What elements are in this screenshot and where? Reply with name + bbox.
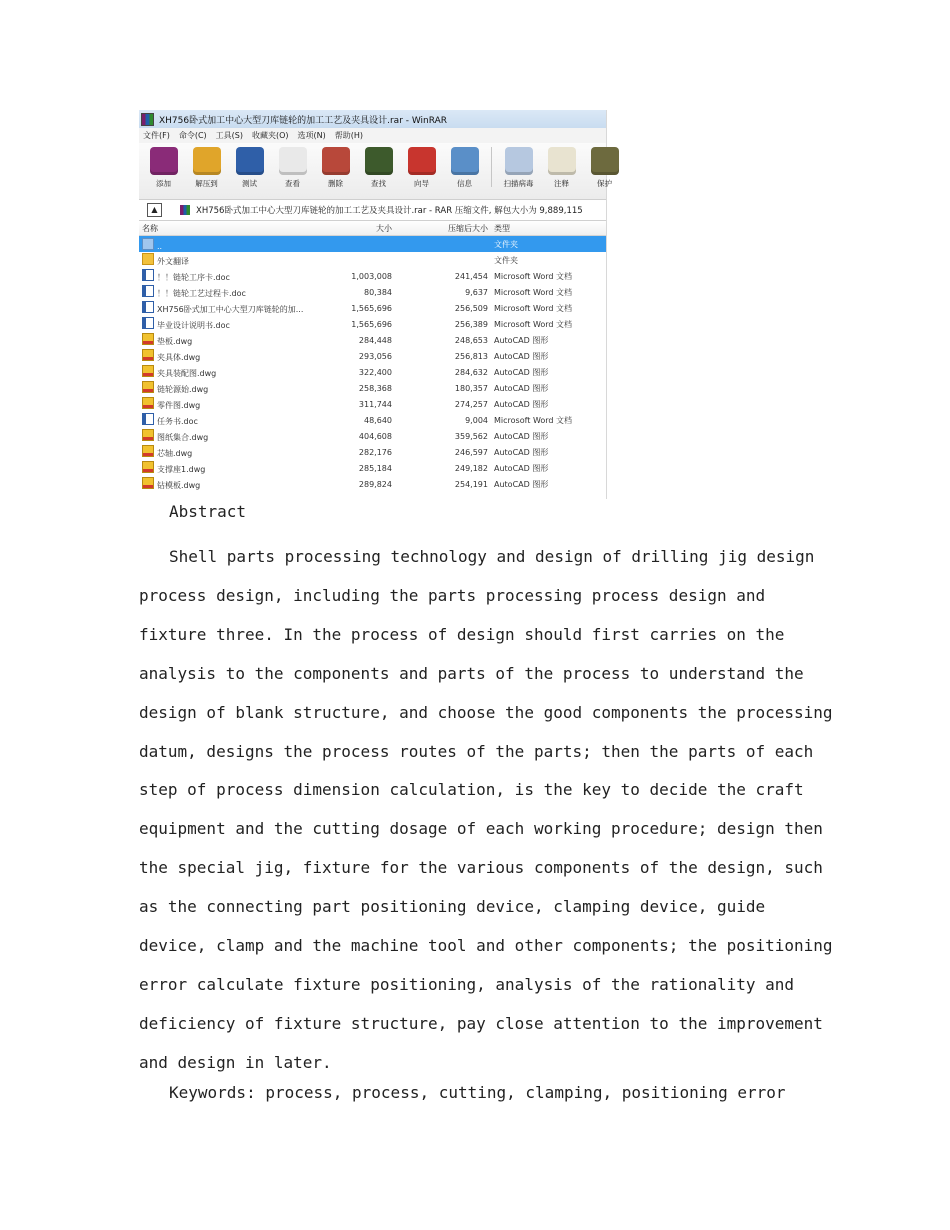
file-row[interactable]	[139, 284, 606, 300]
winrar-app-icon	[141, 113, 154, 126]
archive-icon	[180, 205, 190, 215]
archive-path: XH756卧式加工中心大型刀库链轮的加工工艺及夹具设计.rar - RAR 压缩文件, 解包大小为 9,889,115	[196, 206, 583, 216]
body-line: analysis to the components and parts of the process to understand the	[139, 663, 804, 683]
file-row[interactable]	[139, 444, 606, 460]
body-line: deficiency of fixture structure, pay close attention to the improvement	[139, 1013, 823, 1033]
abstract-body	[139, 538, 833, 1083]
file-row[interactable]	[139, 252, 606, 268]
file-size-cell: 80,384	[364, 287, 392, 297]
file-size-cell: 311,744	[358, 399, 392, 409]
file-packed-cell: 248,653	[454, 335, 488, 345]
toolbar-separator	[491, 147, 492, 187]
autocad-file-icon	[142, 349, 154, 361]
body-line: and design in later.	[139, 1052, 332, 1072]
file-type-cell: Microsoft Word 文档	[494, 415, 573, 425]
autocad-file-icon	[142, 429, 154, 441]
file-name: 零件图.dwg	[157, 401, 201, 410]
autocad-file-icon	[142, 445, 154, 457]
file-type-cell: Microsoft Word 文档	[494, 287, 573, 297]
file-row[interactable]	[139, 460, 606, 476]
body-line: design of blank structure, and choose the good components the processing	[139, 702, 833, 722]
file-packed-cell: 180,357	[454, 383, 488, 393]
word-document-icon	[142, 269, 154, 281]
autocad-file-icon	[142, 477, 154, 489]
file-name-cell	[139, 413, 328, 427]
body-line: Shell parts processing technology and design of drilling jig design	[169, 547, 815, 566]
file-size-cell: 258,368	[358, 383, 392, 393]
path-bar	[139, 200, 606, 221]
file-size-cell: 1,565,696	[351, 303, 392, 313]
toolbar-button[interactable]	[319, 147, 352, 189]
file-name: ..	[157, 241, 163, 251]
autocad-file-icon	[142, 397, 154, 409]
file-type-cell: Microsoft Word 文档	[494, 303, 573, 313]
menu-item[interactable]: 工具(S)	[215, 131, 243, 140]
body-line: the special jig, fixture for the various components of the design, such	[139, 858, 823, 878]
file-size-cell: 293,056	[358, 351, 392, 361]
file-name-cell	[139, 269, 328, 283]
body-line: device, clamp and the machine tool and other components; the positioning	[139, 936, 833, 956]
virus-scan-icon	[505, 147, 533, 175]
wizard-icon	[408, 147, 436, 175]
file-type-cell: AutoCAD 图形	[494, 447, 549, 457]
toolbar-button-label: 查看	[285, 179, 300, 188]
file-name-cell	[139, 429, 328, 443]
file-packed-cell: 256,813	[454, 351, 488, 361]
file-name-cell	[139, 301, 328, 315]
file-packed-cell: 359,562	[454, 431, 488, 441]
file-type-cell: AutoCAD 图形	[494, 383, 549, 393]
menu-item[interactable]: 帮助(H)	[334, 131, 364, 140]
column-name-header[interactable]: 名称	[142, 223, 158, 233]
toolbar-button[interactable]	[233, 147, 266, 189]
test-icon	[236, 147, 264, 175]
toolbar-button[interactable]	[405, 147, 438, 189]
file-name-cell	[139, 397, 328, 411]
file-size-cell: 404,608	[358, 431, 392, 441]
word-document-icon	[142, 413, 154, 425]
file-row[interactable]	[139, 316, 606, 332]
parent-folder-icon	[142, 238, 154, 250]
body-line: as the connecting part positioning device, clamping device, guide	[139, 897, 766, 917]
body-line: equipment and the cutting dosage of each working procedure; design then	[139, 819, 823, 839]
file-name-cell	[139, 317, 328, 331]
file-name-cell	[139, 349, 328, 363]
file-name: 芯轴.dwg	[157, 449, 193, 458]
file-name: 图纸集合.dwg	[157, 433, 209, 442]
column-type-header[interactable]: 类型	[494, 223, 510, 233]
file-type-cell: AutoCAD 图形	[494, 463, 549, 473]
toolbar-button[interactable]	[190, 147, 223, 189]
body-line: process design, including the parts processing process design and	[139, 585, 766, 605]
autocad-file-icon	[142, 365, 154, 377]
file-name: 夹具体.dwg	[157, 353, 201, 362]
file-row[interactable]	[139, 300, 606, 316]
file-size-cell: 289,824	[358, 479, 392, 489]
file-name: 夹具装配图.dwg	[157, 369, 217, 378]
body-line: fixture three. In the process of design should first carries on the	[139, 624, 785, 644]
file-packed-cell: 256,509	[454, 303, 488, 313]
file-name-cell	[139, 365, 328, 379]
file-type-cell: 文件夹	[494, 239, 518, 249]
file-name: 任务书.doc	[157, 417, 198, 426]
comment-icon	[548, 147, 576, 175]
file-size-cell: 1,565,696	[351, 319, 392, 329]
file-type-cell: AutoCAD 图形	[494, 399, 549, 409]
file-type-cell: AutoCAD 图形	[494, 431, 549, 441]
up-folder-button[interactable]: ▲	[147, 203, 162, 217]
toolbar-button[interactable]	[362, 147, 395, 189]
file-list	[139, 236, 606, 492]
file-name: 外文翻译	[157, 257, 189, 266]
window-titlebar	[139, 110, 606, 128]
toolbar-button[interactable]	[545, 147, 578, 189]
file-packed-cell: 274,257	[454, 399, 488, 409]
toolbar-button[interactable]	[276, 147, 309, 189]
toolbar-button-label: 保护	[597, 179, 612, 188]
file-type-cell: Microsoft Word 文档	[494, 319, 573, 329]
body-line: error calculate fixture positioning, analysis of the rationality and	[139, 974, 795, 994]
menu-item[interactable]: 文件(F)	[143, 131, 170, 140]
file-packed-cell: 9,637	[465, 287, 488, 297]
file-name: 链轮源始.dwg	[157, 385, 209, 394]
toolbar-button-label: 注释	[554, 179, 569, 188]
abstract-heading: Abstract	[169, 502, 247, 521]
toolbar-button[interactable]	[147, 147, 180, 189]
toolbar-button-label: 向导	[414, 179, 429, 188]
toolbar-button-label: 信息	[457, 179, 472, 188]
file-row[interactable]	[139, 380, 606, 396]
file-name: 垫板.dwg	[157, 337, 193, 346]
file-row[interactable]	[139, 332, 606, 348]
file-type-cell: AutoCAD 图形	[494, 367, 549, 377]
autocad-file-icon	[142, 461, 154, 473]
file-packed-cell: 9,004	[465, 415, 488, 425]
body-line: step of process dimension calculation, is the key to decide the craft	[139, 780, 804, 800]
delete-icon	[322, 147, 350, 175]
autocad-file-icon	[142, 381, 154, 393]
file-row[interactable]	[139, 396, 606, 412]
info-icon	[451, 147, 479, 175]
file-name: 钻模板.dwg	[157, 481, 201, 490]
window-title: XH756卧式加工中心大型刀库链轮的加工工艺及夹具设计.rar - WinRAR	[159, 115, 448, 126]
file-packed-cell: 256,389	[454, 319, 488, 329]
file-packed-cell: 249,182	[454, 463, 488, 473]
toolbar-button-label: 扫描病毒	[503, 179, 534, 188]
file-row[interactable]	[139, 348, 606, 364]
file-row[interactable]	[139, 428, 606, 444]
file-name-cell	[139, 285, 328, 299]
file-size-cell: 285,184	[358, 463, 392, 473]
body-line: datum, designs the process routes of the parts; then the parts of each	[139, 741, 814, 761]
protect-shield-icon	[591, 147, 619, 175]
word-document-icon	[142, 301, 154, 313]
file-type-cell: 文件夹	[494, 255, 518, 265]
menu-bar	[139, 128, 606, 143]
file-row[interactable]	[139, 476, 606, 492]
file-packed-cell: 246,597	[454, 447, 488, 457]
autocad-file-icon	[142, 333, 154, 345]
view-glasses-icon	[279, 147, 307, 175]
toolbar-button[interactable]	[448, 147, 481, 189]
menu-item[interactable]: 选项(N)	[297, 131, 326, 140]
file-type-cell: AutoCAD 图形	[494, 351, 549, 361]
toolbar-button-label: 删除	[328, 179, 343, 188]
add-books-icon	[150, 147, 178, 175]
file-size-cell: 322,400	[358, 367, 392, 377]
column-size-header[interactable]: 大小	[376, 223, 392, 233]
file-packed-cell: 241,454	[454, 271, 488, 281]
file-name: ！！链轮工艺过程卡.doc	[157, 289, 246, 298]
file-row[interactable]	[139, 412, 606, 428]
file-type-cell: Microsoft Word 文档	[494, 271, 573, 281]
toolbar-button-label: 解压到	[195, 179, 218, 188]
keywords-line: Keywords: process, process, cutting, clamping, positioning error	[169, 1083, 786, 1102]
file-row[interactable]	[139, 268, 606, 284]
column-packed-header[interactable]: 压缩后大小	[448, 223, 488, 233]
word-document-icon	[142, 317, 154, 329]
file-name-cell	[139, 477, 328, 491]
file-name-cell	[139, 381, 328, 395]
file-type-cell: AutoCAD 图形	[494, 335, 549, 345]
folder-icon	[142, 253, 154, 265]
file-size-cell: 282,176	[358, 447, 392, 457]
file-row[interactable]	[139, 364, 606, 380]
file-name: 支撑座1.dwg	[157, 465, 206, 474]
toolbar-button[interactable]	[588, 147, 621, 189]
column-header	[139, 221, 606, 236]
file-packed-cell: 254,191	[454, 479, 488, 489]
file-name: XH756卧式加工中心大型刀库链轮的加...	[157, 305, 304, 314]
file-name-cell	[139, 333, 328, 347]
winrar-screenshot	[139, 110, 612, 499]
file-size-cell: 284,448	[358, 335, 392, 345]
menu-item[interactable]: 收藏夹(O)	[252, 131, 289, 140]
file-name-cell	[139, 238, 328, 251]
file-name: ！！链轮工序卡.doc	[157, 273, 230, 282]
toolbar	[139, 143, 612, 200]
file-name: 毕业设计说明书.doc	[157, 321, 230, 330]
file-size-cell: 48,640	[364, 415, 392, 425]
file-row[interactable]	[139, 236, 606, 252]
file-size-cell: 1,003,008	[351, 271, 392, 281]
toolbar-button-label: 查找	[371, 179, 386, 188]
file-name-cell	[139, 461, 328, 475]
extract-folder-icon	[193, 147, 221, 175]
file-name-cell	[139, 253, 328, 267]
toolbar-button-label: 添加	[156, 179, 171, 188]
toolbar-button[interactable]	[502, 147, 535, 189]
word-document-icon	[142, 285, 154, 297]
find-binoculars-icon	[365, 147, 393, 175]
toolbar-button-label: 测试	[242, 179, 257, 188]
file-type-cell: AutoCAD 图形	[494, 479, 549, 489]
file-packed-cell: 284,632	[454, 367, 488, 377]
menu-item[interactable]: 命令(C)	[178, 131, 207, 140]
file-name-cell	[139, 445, 328, 459]
